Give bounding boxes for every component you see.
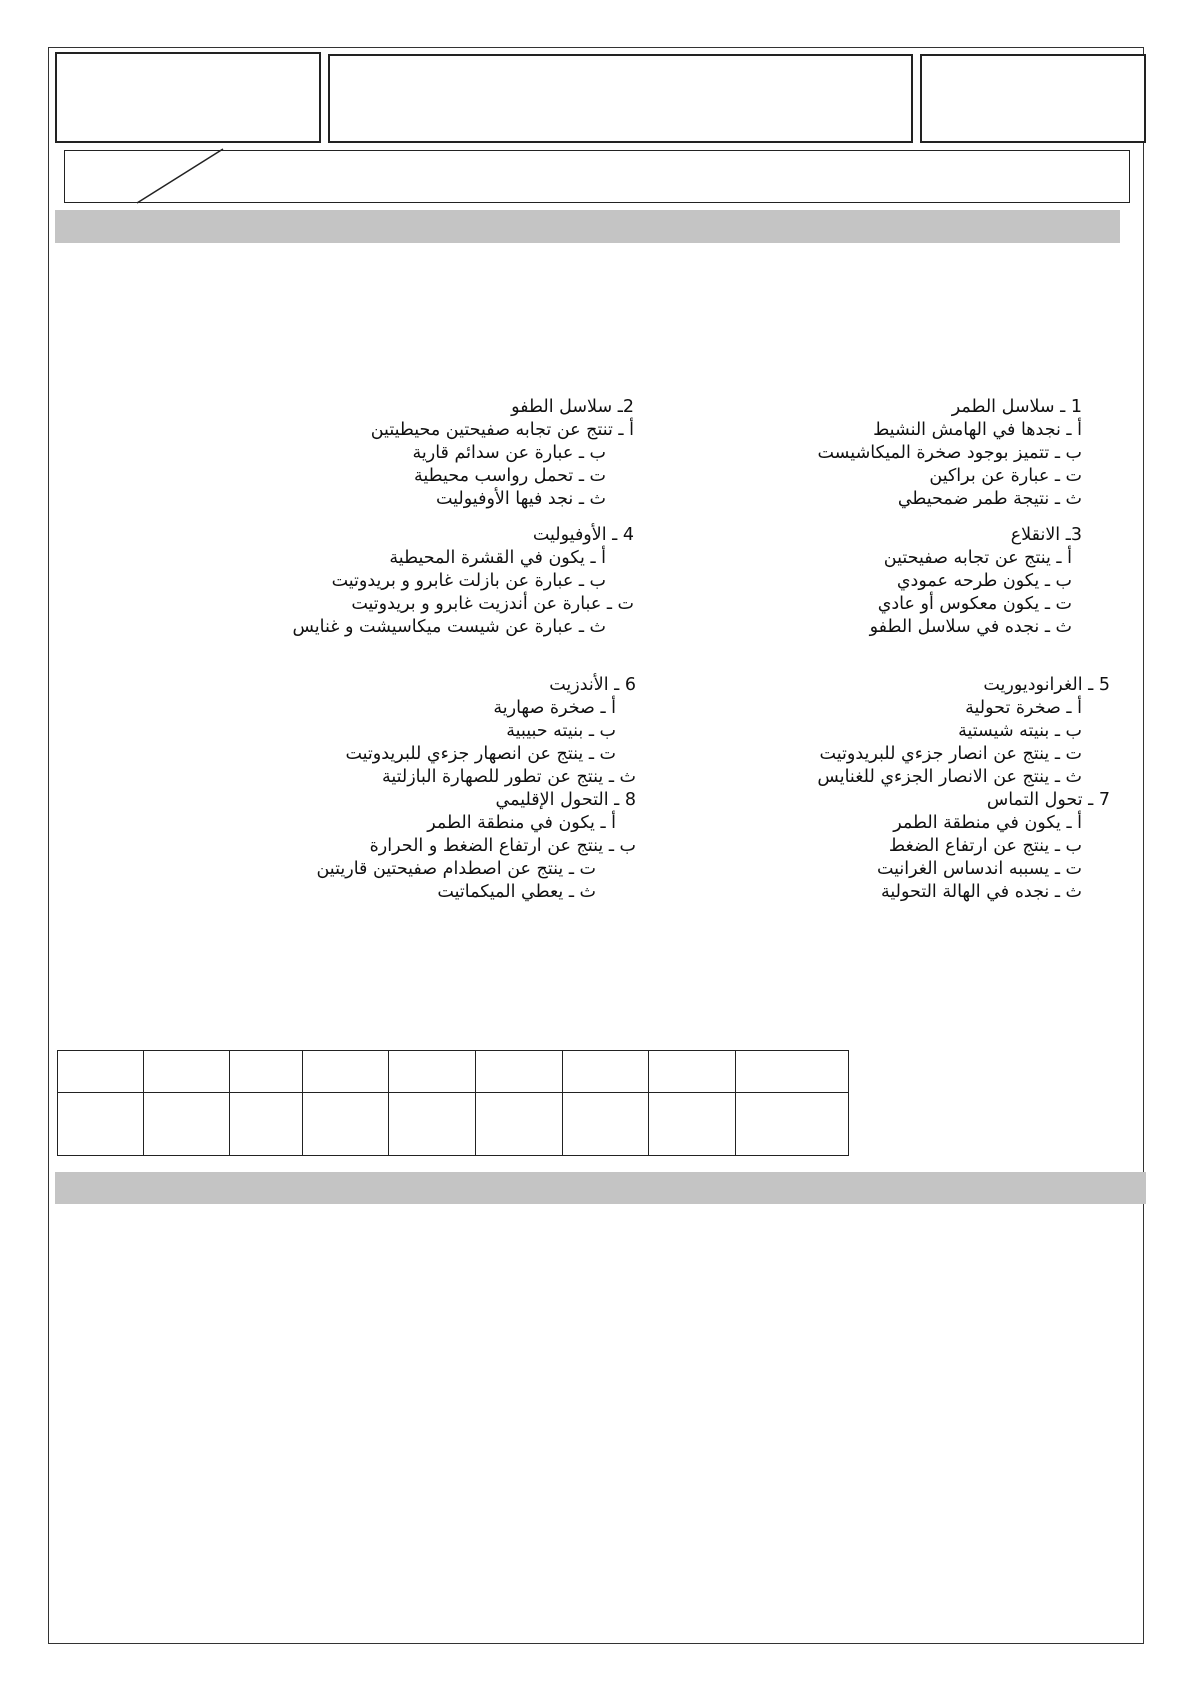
answer-cell[interactable]	[144, 1051, 230, 1093]
option-c: ت ـ تحمل رواسب محيطية	[414, 466, 606, 486]
option-d: ث ـ عبارة عن شيست ميكاسيشت و غنايس	[292, 617, 606, 637]
option-a: أ ـ صخرة صهارية	[493, 698, 616, 718]
question-title: 4 ـ الأوفيوليت	[532, 525, 634, 545]
question-item-4	[292, 524, 634, 639]
option-c: ت ـ عبارة عن أندزيت غابرو و بريدوتيت	[351, 594, 634, 614]
header-box-left	[55, 52, 321, 143]
option-b: ب ـ ينتج عن ارتفاع الضغط و الحرارة	[369, 836, 636, 856]
question-item-3	[870, 524, 1082, 639]
answer-cell[interactable]	[563, 1093, 649, 1156]
question-item-5	[817, 674, 1110, 789]
question-title: 6 ـ الأندزيت	[549, 675, 636, 695]
answer-cell[interactable]	[58, 1051, 144, 1093]
section-header-bar-2	[55, 1172, 1146, 1204]
question-title: 3ـ الانقلاع	[1010, 525, 1082, 545]
option-d: ث ـ نجد فيها الأوفيوليت	[435, 489, 606, 509]
option-c: ت ـ يكون معكوس أو عادي	[877, 594, 1072, 614]
header-box-right	[920, 54, 1146, 143]
option-b: ب ـ تتميز بوجود صخرة الميكاشيست	[817, 443, 1082, 463]
header-box-center	[328, 54, 913, 143]
option-b: ب ـ بنيته شيستية	[958, 721, 1082, 741]
question-item-1	[818, 396, 1083, 511]
option-a: أ ـ يكون في منطقة الطمر	[893, 813, 1082, 833]
option-b: ب ـ عبارة عن بازلت غابرو و بريدوتيت	[331, 571, 606, 591]
option-c: ت ـ ينتج عن انصهار جزءي للبريدوتيت	[345, 744, 616, 764]
option-b: ب ـ ينتج عن ارتفاع الضغط	[888, 836, 1082, 856]
option-d: ث ـ نجده في سلاسل الطفو	[869, 617, 1072, 637]
answer-cell[interactable]	[649, 1093, 736, 1156]
option-b: ب ـ بنيته حبيبية	[506, 721, 616, 741]
question-title: 7 ـ تحول التماس	[986, 790, 1110, 810]
answer-table	[57, 1050, 849, 1156]
option-a: أ ـ تنتج عن تجابه صفيحتين محيطيتين	[370, 420, 634, 440]
question-item-6	[345, 674, 636, 789]
option-b: ب ـ يكون طرحه عمودي	[896, 571, 1072, 591]
option-c: ت ـ عبارة عن براكين	[929, 466, 1082, 486]
question-item-8	[316, 789, 636, 904]
option-d: ث ـ ينتج عن تطور للصهارة البازلتية	[381, 767, 636, 787]
option-c: ت ـ ينتج عن اصطدام صفيحتين قاريتين	[316, 859, 596, 879]
answer-cell[interactable]	[58, 1093, 144, 1156]
answer-cell[interactable]	[144, 1093, 230, 1156]
answer-cell[interactable]	[303, 1051, 389, 1093]
option-b: ب ـ عبارة عن سدائم قارية	[412, 443, 606, 463]
answer-cell[interactable]	[389, 1051, 476, 1093]
option-d: ث ـ يعطي الميكماتيت	[437, 882, 596, 902]
question-title: 5 ـ الغرانوديوريت	[983, 675, 1110, 695]
option-d: ث ـ نتيجة طمر ضمحيطي	[897, 489, 1082, 509]
question-title: 2ـ سلاسل الطفو	[511, 397, 634, 417]
option-a: أ ـ يكون في منطقة الطمر	[427, 813, 616, 833]
option-a: أ ـ صخرة تحولية	[965, 698, 1082, 718]
answer-cell[interactable]	[736, 1093, 849, 1156]
option-d: ث ـ نجده في الهالة التحولية	[880, 882, 1082, 902]
option-c: ت ـ يسببه اندساس الغرانيت	[876, 859, 1082, 879]
answer-cell[interactable]	[476, 1093, 563, 1156]
section-header-bar-1	[55, 210, 1120, 243]
option-c: ت ـ ينتج عن انصار جزءي للبريدوتيت	[819, 744, 1082, 764]
question-item-7	[877, 789, 1110, 904]
question-title: 1 ـ سلاسل الطمر	[951, 397, 1082, 417]
answer-table-row-numbers	[58, 1051, 849, 1093]
question-item-2	[371, 396, 634, 511]
answer-cell[interactable]	[230, 1093, 303, 1156]
option-a: أ ـ نجدها في الهامش النشيط	[873, 420, 1082, 440]
answer-cell[interactable]	[389, 1093, 476, 1156]
score-slash-line	[135, 148, 225, 204]
answer-cell[interactable]	[563, 1051, 649, 1093]
option-d: ث ـ ينتج عن الانصار الجزءي للغنايس	[817, 767, 1082, 787]
question-title: 8 ـ التحول الإقليمي	[495, 790, 636, 810]
option-a: أ ـ يكون في القشرة المحيطية	[389, 548, 606, 568]
answer-table-row-answers	[58, 1093, 849, 1156]
answer-cell[interactable]	[736, 1051, 849, 1093]
answer-cell[interactable]	[303, 1093, 389, 1156]
answer-cell[interactable]	[649, 1051, 736, 1093]
option-a: أ ـ ينتج عن تجابه صفيحتين	[883, 548, 1072, 568]
answer-cell[interactable]	[476, 1051, 563, 1093]
answer-cell[interactable]	[230, 1051, 303, 1093]
